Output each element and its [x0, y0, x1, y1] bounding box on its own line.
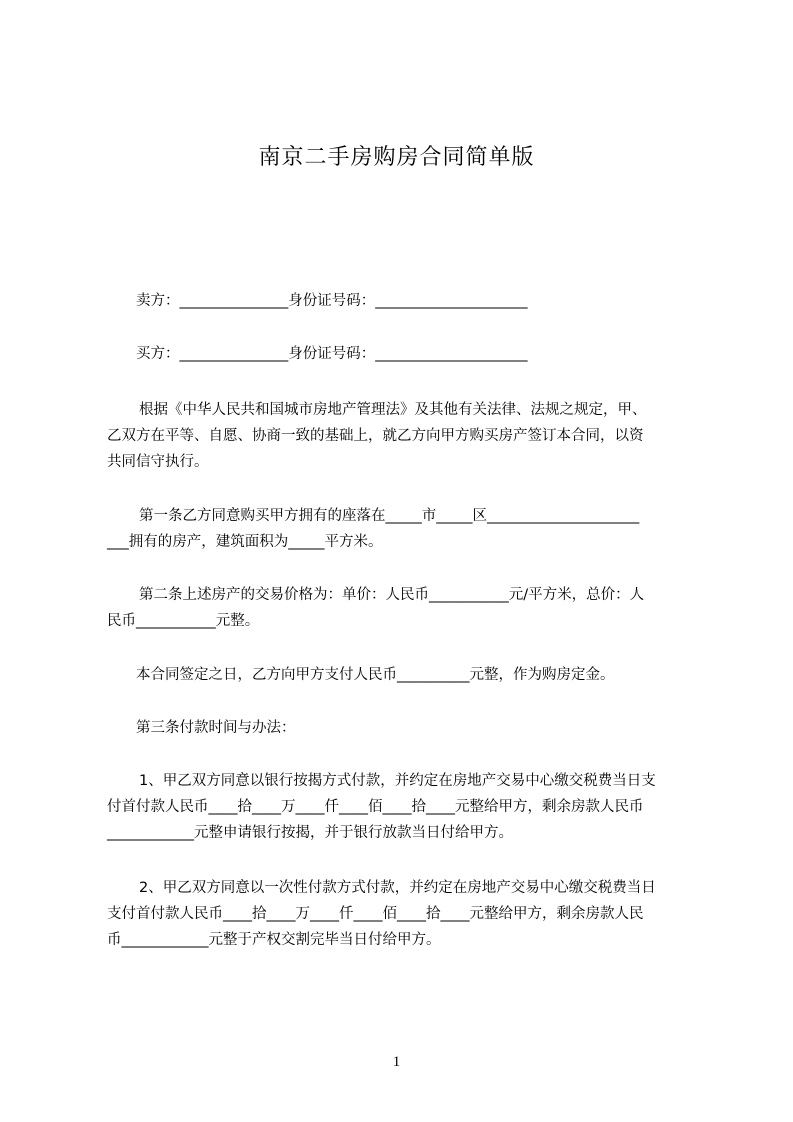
preamble-line-1: 根据《中华人民共和国城市房地产管理法》及其他有关法律、法规之规定，甲、	[139, 402, 647, 418]
article-1-line-1: 第一条乙方同意购买甲方拥有的座落在_____市_____区_____________________	[139, 508, 640, 524]
clause-1-line-1: 1、甲乙双方同意以银行按揭方式付款，并约定在房地产交易中心缴交税费当日支	[139, 773, 656, 789]
seller-line: 卖方：_______________身份证号码：_____________________	[136, 293, 528, 309]
article-3-heading: 第三条付款时间与办法：	[136, 720, 296, 736]
preamble-line-3: 共同信守执行。	[107, 454, 209, 470]
document-title: 南京二手房购房合同简单版	[258, 145, 535, 170]
clause-2-line-2: 支付首付款人民币____拾____万____仟____佰____拾____元整给甲方，剩余房款人民	[107, 906, 644, 922]
page-number: 1	[392, 1054, 401, 1070]
article-1-line-2: ___拥有的房产，建筑面积为_____平方米。	[107, 534, 383, 550]
buyer-line: 买方：_______________身份证号码：_____________________	[136, 346, 528, 362]
deposit-line: 本合同签定之日，乙方向甲方支付人民币__________元整，作为购房定金。	[136, 667, 615, 683]
clause-1-line-3: ____________元整申请银行按揭，并于银行放款当日付给甲方。	[107, 825, 513, 841]
clause-2-line-1: 2、甲乙双方同意以一次性付款方式付款，并约定在房地产交易中心缴交税费当日	[139, 880, 656, 896]
preamble-line-2: 乙双方在平等、自愿、协商一致的基础上，就乙方向甲方购买房产签订本合同，以资	[107, 428, 644, 444]
clause-2-line-3: 币____________元整于产权交割完毕当日付给甲方。	[107, 932, 441, 948]
article-2-line-1: 第二条上述房产的交易价格为：单价：人民币___________元/平方米，总价：人	[139, 587, 645, 603]
clause-1-line-2: 付首付款人民币____拾____万____仟____佰____拾____元整给甲方，剩余房款人民币	[107, 799, 644, 815]
article-2-line-2: 民币___________元整。	[107, 613, 260, 629]
